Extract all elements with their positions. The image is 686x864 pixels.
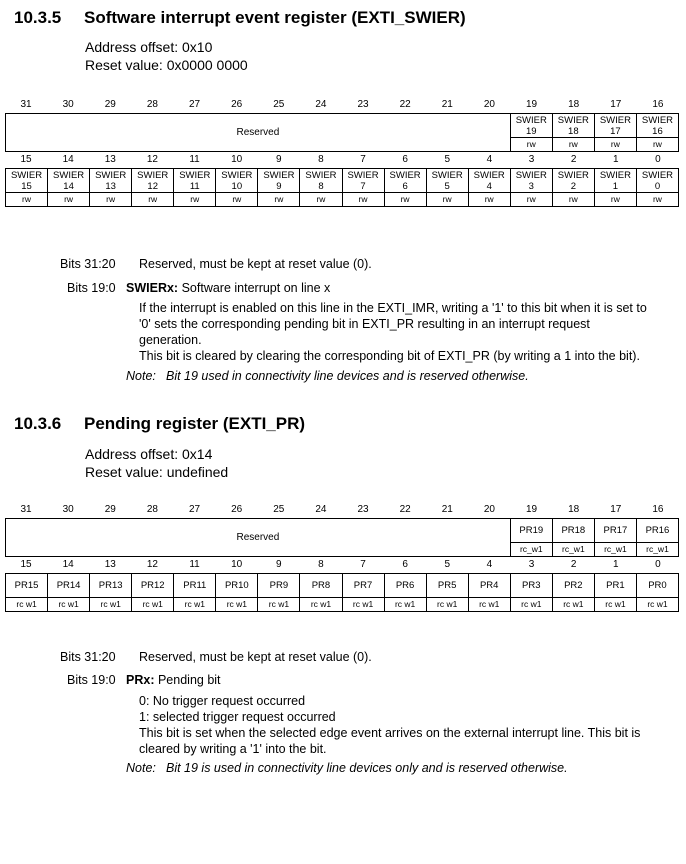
desc-line: cleared by writing a '1' into the bit. (139, 742, 327, 756)
bit-field: PR1 (594, 574, 636, 598)
bit-field: PR3 (510, 574, 552, 598)
bit-field: SWIER 5 (426, 169, 468, 193)
bit-field: PR14 (48, 574, 90, 598)
bit-number: 2 (570, 559, 577, 570)
access-type: rc w1 (342, 598, 384, 612)
bit-number: 21 (441, 504, 453, 515)
section-title: Pending register (EXTI_PR) (84, 414, 306, 433)
desc-line: generation. (139, 333, 202, 347)
bit-number: 9 (276, 559, 282, 570)
bit-number: 14 (62, 154, 74, 165)
section-title: Software interrupt event register (EXTI_SWIER) (84, 8, 466, 27)
bit-table-lower (5, 573, 679, 612)
field-title: Software interrupt on line x (181, 281, 331, 295)
access-type: rc w1 (132, 598, 174, 612)
bit-field: SWIER 3 (510, 169, 552, 193)
bit-number: 20 (483, 504, 495, 515)
bit-field: PR10 (216, 574, 258, 598)
bit-field: SWIER 13 (90, 169, 132, 193)
bit-number: 20 (483, 99, 495, 110)
bit-field: PR8 (300, 574, 342, 598)
bit-number: 16 (652, 99, 664, 110)
bit-number: 29 (104, 504, 116, 515)
bit-number: 26 (231, 99, 243, 110)
bit-field: SWIER 10 (216, 169, 258, 193)
bit-number: 25 (273, 504, 285, 515)
bit-field: SWIER 15 (6, 169, 48, 193)
access-type: rw (636, 193, 678, 207)
bit-number: 7 (360, 559, 366, 570)
bit-field: SWIER 19 (510, 114, 552, 138)
reset-value: Reset value: 0x0000 0000 (85, 57, 248, 73)
access-type: rc w1 (468, 598, 510, 612)
access-type: rw (384, 193, 426, 207)
reset-value: Reset value: undefined (85, 464, 229, 480)
access-type: rw (48, 193, 90, 207)
bit-table-upper (5, 518, 679, 557)
access-type: rw (300, 193, 342, 207)
bit-field: SWIER 16 (636, 114, 678, 138)
desc-line: 0: No trigger request occurred (139, 694, 306, 708)
bit-field: SWIER 18 (552, 114, 594, 138)
bit-field: SWIER 2 (552, 169, 594, 193)
bit-number: 0 (655, 559, 661, 570)
access-type: rw (552, 138, 594, 152)
access-type: rw (552, 193, 594, 207)
access-type: rc w1 (216, 598, 258, 612)
register-meta (85, 445, 228, 481)
bit-numbers-upper (5, 504, 679, 518)
access-type: rc_w1 (510, 543, 552, 557)
note-text: Bit 19 used in connectivity line devices and is reserved otherwise. (166, 369, 529, 383)
field-description (139, 693, 679, 757)
bits-31-20-label: Bits 31:20 (60, 257, 116, 271)
bit-number: 27 (189, 504, 201, 515)
bit-number: 0 (655, 154, 661, 165)
desc-line: This bit is set when the selected edge event arrives on the external interrupt line. This bit is (139, 726, 641, 740)
access-type: rw (426, 193, 468, 207)
bit-number: 1 (613, 154, 619, 165)
bit-field: PR18 (552, 519, 594, 543)
bit-number: 6 (402, 154, 408, 165)
bit-number: 3 (528, 154, 535, 165)
desc-line: This bit is cleared by clearing the corresponding bit of EXTI_PR (by writing a 1 into the bit). (139, 349, 640, 363)
bit-field: PR7 (342, 574, 384, 598)
bit-number: 22 (399, 504, 411, 515)
access-type: rc w1 (48, 598, 90, 612)
bit-number: 26 (231, 504, 243, 515)
bit-number: 13 (104, 154, 116, 165)
field-description-title (126, 281, 330, 295)
bit-field: SWIER 0 (636, 169, 678, 193)
bit-number: 3 (528, 559, 535, 570)
field-name: PRx: (126, 673, 155, 687)
bit-field: PR16 (636, 519, 678, 543)
bit-number: 1 (613, 559, 619, 570)
note-label: Note: (126, 761, 156, 775)
reserved-field: Reserved (6, 519, 511, 557)
access-type: rc w1 (426, 598, 468, 612)
bit-number: 5 (444, 559, 451, 570)
bit-field: SWIER 17 (594, 114, 636, 138)
field-description (139, 300, 679, 364)
bit-number: 11 (189, 154, 200, 165)
access-type: rc w1 (636, 598, 678, 612)
bit-number: 14 (62, 559, 74, 570)
bit-number: 15 (20, 154, 32, 165)
bit-number: 17 (610, 99, 622, 110)
bit-number: 28 (146, 504, 158, 515)
desc-line: If the interrupt is enabled on this line in the EXTI_IMR, writing a '1' to this bit when it is set to (139, 301, 647, 315)
bit-field: SWIER 11 (174, 169, 216, 193)
bit-field: PR17 (594, 519, 636, 543)
reserved-field: Reserved (6, 114, 511, 152)
bit-number: 6 (402, 559, 408, 570)
bit-number: 18 (568, 504, 580, 515)
bit-table-lower (5, 168, 679, 207)
bit-number: 24 (315, 99, 327, 110)
bit-number: 7 (360, 154, 366, 165)
bit-number: 28 (146, 99, 158, 110)
access-type: rw (216, 193, 258, 207)
bit-number: 24 (315, 504, 327, 515)
access-type: rc w1 (174, 598, 216, 612)
bit-field: SWIER 6 (384, 169, 426, 193)
access-type: rw (594, 138, 636, 152)
bit-field: PR11 (174, 574, 216, 598)
access-type: rc w1 (552, 598, 594, 612)
bit-number: 18 (568, 99, 580, 110)
access-type: rw (258, 193, 300, 207)
bit-number: 30 (62, 504, 74, 515)
bit-field: PR0 (636, 574, 678, 598)
bit-field: SWIER 14 (48, 169, 90, 193)
section-heading (14, 414, 305, 434)
bit-number: 5 (444, 154, 451, 165)
bit-field: SWIER 7 (342, 169, 384, 193)
bit-field: PR12 (132, 574, 174, 598)
bit-numbers-lower (5, 559, 679, 573)
bits-31-20-text: Reserved, must be kept at reset value (0). (139, 257, 372, 271)
access-type: rw (342, 193, 384, 207)
bit-number: 4 (486, 154, 493, 165)
bit-field: PR5 (426, 574, 468, 598)
bit-field: PR2 (552, 574, 594, 598)
address-offset: Address offset: 0x14 (85, 446, 213, 462)
bit-field: PR4 (468, 574, 510, 598)
bit-number: 23 (357, 504, 369, 515)
access-type: rw (174, 193, 216, 207)
note-label: Note: (126, 369, 156, 383)
access-type: rc w1 (510, 598, 552, 612)
access-type: rc w1 (258, 598, 300, 612)
bit-number: 8 (318, 559, 324, 570)
bit-table-upper (5, 113, 679, 152)
access-type: rw (594, 193, 636, 207)
desc-line: 1: selected trigger request occurred (139, 710, 336, 724)
bit-number: 12 (146, 559, 158, 570)
desc-line: '0' sets the corresponding pending bit in EXTI_PR resulting in an interrupt request (139, 317, 590, 331)
bit-number: 17 (610, 504, 622, 515)
bit-number: 10 (231, 559, 243, 570)
access-type: rc w1 (384, 598, 426, 612)
access-type: rc_w1 (594, 543, 636, 557)
bit-number: 22 (399, 99, 411, 110)
bit-number: 27 (189, 99, 201, 110)
access-type: rw (90, 193, 132, 207)
bits-31-20-label: Bits 31:20 (60, 650, 116, 664)
bit-numbers-lower (5, 154, 679, 168)
bit-number: 15 (20, 559, 32, 570)
bit-number: 9 (276, 154, 282, 165)
bit-number: 31 (20, 99, 32, 110)
note (126, 761, 568, 775)
field-description-title (126, 673, 221, 687)
access-type: rc w1 (6, 598, 48, 612)
bit-number: 10 (231, 154, 243, 165)
bit-number: 25 (273, 99, 285, 110)
bit-number: 11 (189, 559, 200, 570)
bit-field: PR9 (258, 574, 300, 598)
section-number: 10.3.5 (14, 8, 62, 27)
bits-19-0-label: Bits 19:0 (67, 281, 116, 295)
bit-number: 19 (526, 99, 538, 110)
bit-number: 8 (318, 154, 324, 165)
access-type: rw (510, 138, 552, 152)
access-type: rw (6, 193, 48, 207)
bit-number: 30 (62, 99, 74, 110)
field-title: Pending bit (157, 673, 221, 687)
bit-number: 4 (486, 559, 493, 570)
bits-31-20-text: Reserved, must be kept at reset value (0). (139, 650, 372, 664)
register-meta (85, 38, 248, 74)
access-type: rc_w1 (552, 543, 594, 557)
section-heading (14, 8, 466, 28)
bit-field: SWIER 9 (258, 169, 300, 193)
bit-field: PR19 (510, 519, 552, 543)
bit-field: PR13 (90, 574, 132, 598)
address-offset: Address offset: 0x10 (85, 39, 213, 55)
access-type: rc w1 (300, 598, 342, 612)
bit-number: 19 (526, 504, 538, 515)
section-number: 10.3.6 (14, 414, 62, 433)
register-bit-map (5, 504, 679, 612)
note-text: Bit 19 is used in connectivity line devices only and is reserved otherwise. (166, 761, 568, 775)
bit-field: PR15 (6, 574, 48, 598)
bit-field: SWIER 4 (468, 169, 510, 193)
field-name: SWIERx: (126, 281, 179, 295)
access-type: rc_w1 (636, 543, 678, 557)
note (126, 369, 529, 383)
bit-field: SWIER 1 (594, 169, 636, 193)
bit-field: SWIER 12 (132, 169, 174, 193)
bit-field: PR6 (384, 574, 426, 598)
access-type: rw (510, 193, 552, 207)
access-type: rc w1 (594, 598, 636, 612)
access-type: rw (132, 193, 174, 207)
access-type: rc w1 (90, 598, 132, 612)
bit-numbers-upper (5, 99, 679, 113)
bit-number: 2 (570, 154, 577, 165)
bit-number: 13 (104, 559, 116, 570)
bit-number: 16 (652, 504, 664, 515)
bit-field: SWIER 8 (300, 169, 342, 193)
access-type: rw (636, 138, 678, 152)
bit-number: 12 (146, 154, 158, 165)
bit-number: 29 (104, 99, 116, 110)
access-type: rw (468, 193, 510, 207)
register-bit-map (5, 99, 679, 207)
bit-number: 31 (20, 504, 32, 515)
bit-number: 21 (441, 99, 453, 110)
bit-number: 23 (357, 99, 369, 110)
bits-19-0-label: Bits 19:0 (67, 673, 116, 687)
